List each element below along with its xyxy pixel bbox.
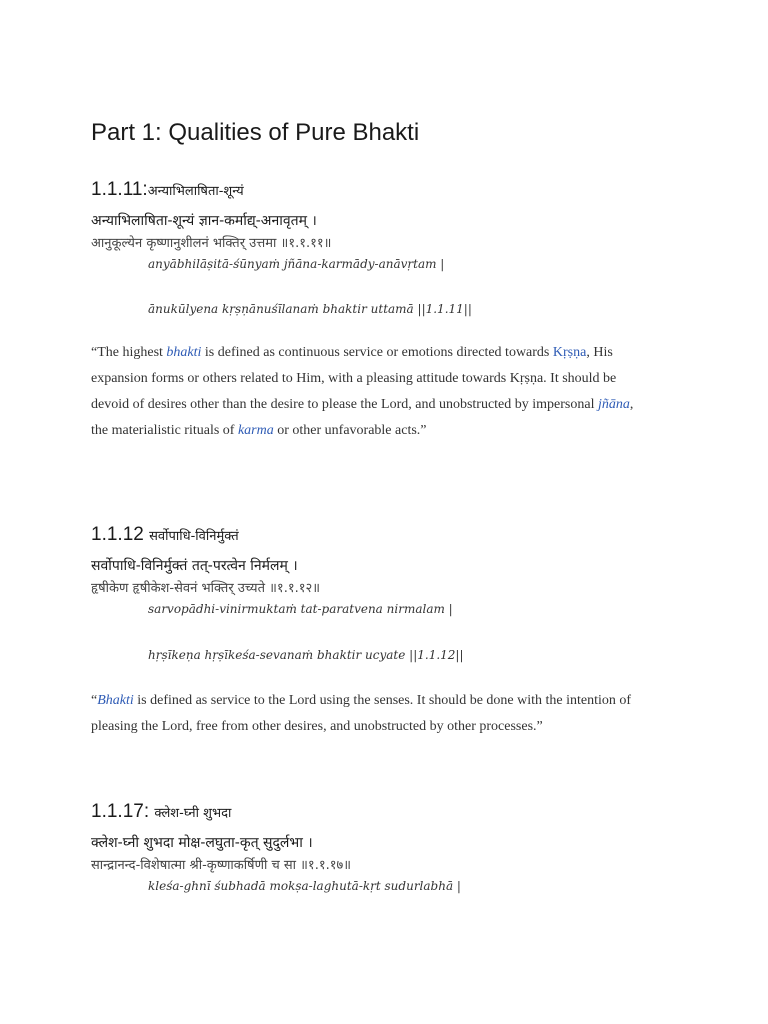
verse-heading-1-1-11 — [91, 179, 244, 201]
text-run: is defined as continuous service or emotions directed towards — [201, 345, 553, 360]
text-run: devoid of desires other than the desire to please the Lord, and unobstructed by impersonal — [91, 397, 598, 412]
paragraph-row: expansion forms or others related to Him, with a pleasing attitude towards Kṛṣṇa. It should be — [91, 371, 617, 386]
devanagari-verse-line-1: सर्वोपाधि-विनिर्मुक्तं तत्-परत्वेन निर्मलम् । — [91, 558, 298, 574]
jnana-link[interactable]: jñāna — [597, 397, 630, 412]
transliteration-line-1: kleśa-ghnī śubhadā mokṣa-laghutā-kṛt sudurlabhā | — [148, 879, 461, 893]
paragraph-row — [91, 340, 681, 366]
page-title: Part 1: Qualities of Pure Bhakti — [91, 119, 420, 146]
text-run: “The highest — [91, 345, 167, 360]
paragraph-row — [91, 418, 681, 444]
devanagari-verse-line-1: अन्याभिलाषिता-शून्यं ज्ञान-कर्माद्य्-अनावृतम् । — [91, 213, 317, 229]
bhakti-link[interactable]: Bhakti — [97, 693, 134, 708]
paragraph-row — [91, 392, 681, 418]
translation-paragraph-1-1-12 — [91, 688, 681, 740]
verse-heading-devanagari: सर्वोपाधि-विनिर्मुक्तं — [149, 529, 239, 544]
text-run: or other unfavorable acts.” — [273, 423, 427, 438]
transliteration-line-2: hṛṣīkeṇa hṛṣīkeśa-sevanaṁ bhaktir ucyate ||1.1.12|| — [148, 648, 464, 662]
text-run: is defined as service to the Lord using the senses. It should be done with the intention of — [133, 693, 632, 708]
paragraph-row: pleasing the Lord, free from other desires, and unobstructed by other processes.” — [91, 719, 543, 734]
krsna-link[interactable]: Kṛṣṇa — [552, 345, 587, 360]
text-run: “ — [91, 693, 98, 708]
verse-number: 1.1.11: — [91, 179, 148, 200]
text-run: , His — [586, 345, 613, 360]
devanagari-verse-line-2: सान्द्रानन्द-विशेषात्मा श्री-कृष्णाकर्षिणी च सा ॥१.१.१७॥ — [91, 858, 352, 873]
translation-paragraph-1-1-11 — [91, 340, 681, 444]
verse-number: 1.1.12 — [91, 524, 144, 545]
transliteration-line-1: sarvopādhi-vinirmuktaṁ tat-paratvena nirmalam | — [148, 602, 453, 616]
text-run: the materialistic rituals of — [91, 423, 238, 438]
karma-link[interactable]: karma — [237, 423, 274, 438]
verse-heading-1-1-17 — [91, 801, 231, 823]
bhakti-link[interactable]: bhakti — [166, 345, 202, 360]
paragraph-row — [91, 688, 681, 714]
verse-heading-1-1-12 — [91, 524, 239, 546]
verse-number: 1.1.17: — [91, 801, 150, 822]
devanagari-verse-line-2: हृषीकेण हृषीकेश-सेवनं भक्तिर् उच्यते ॥१.१.१२॥ — [91, 581, 321, 596]
text-run: , — [629, 397, 634, 412]
transliteration-line-1: anyābhilāṣitā-śūnyaṁ jñāna-karmādy-anāvṛtam | — [148, 257, 445, 271]
devanagari-verse-line-1: क्लेश-घ्नी शुभदा मोक्ष-लघुता-कृत् सुदुर्लभा । — [91, 835, 313, 851]
devanagari-verse-line-2: आनुकूल्येन कृष्णानुशीलनं भक्तिर् उत्तमा ॥१.१.११॥ — [91, 236, 332, 251]
verse-heading-devanagari: अन्याभिलाषिता-शून्यं — [147, 184, 244, 199]
verse-heading-devanagari: क्लेश-घ्नी शुभदा — [154, 806, 232, 821]
transliteration-line-2: ānukūlyena kṛṣṇānuśīlanaṁ bhaktir uttamā ||1.1.11|| — [148, 302, 472, 316]
